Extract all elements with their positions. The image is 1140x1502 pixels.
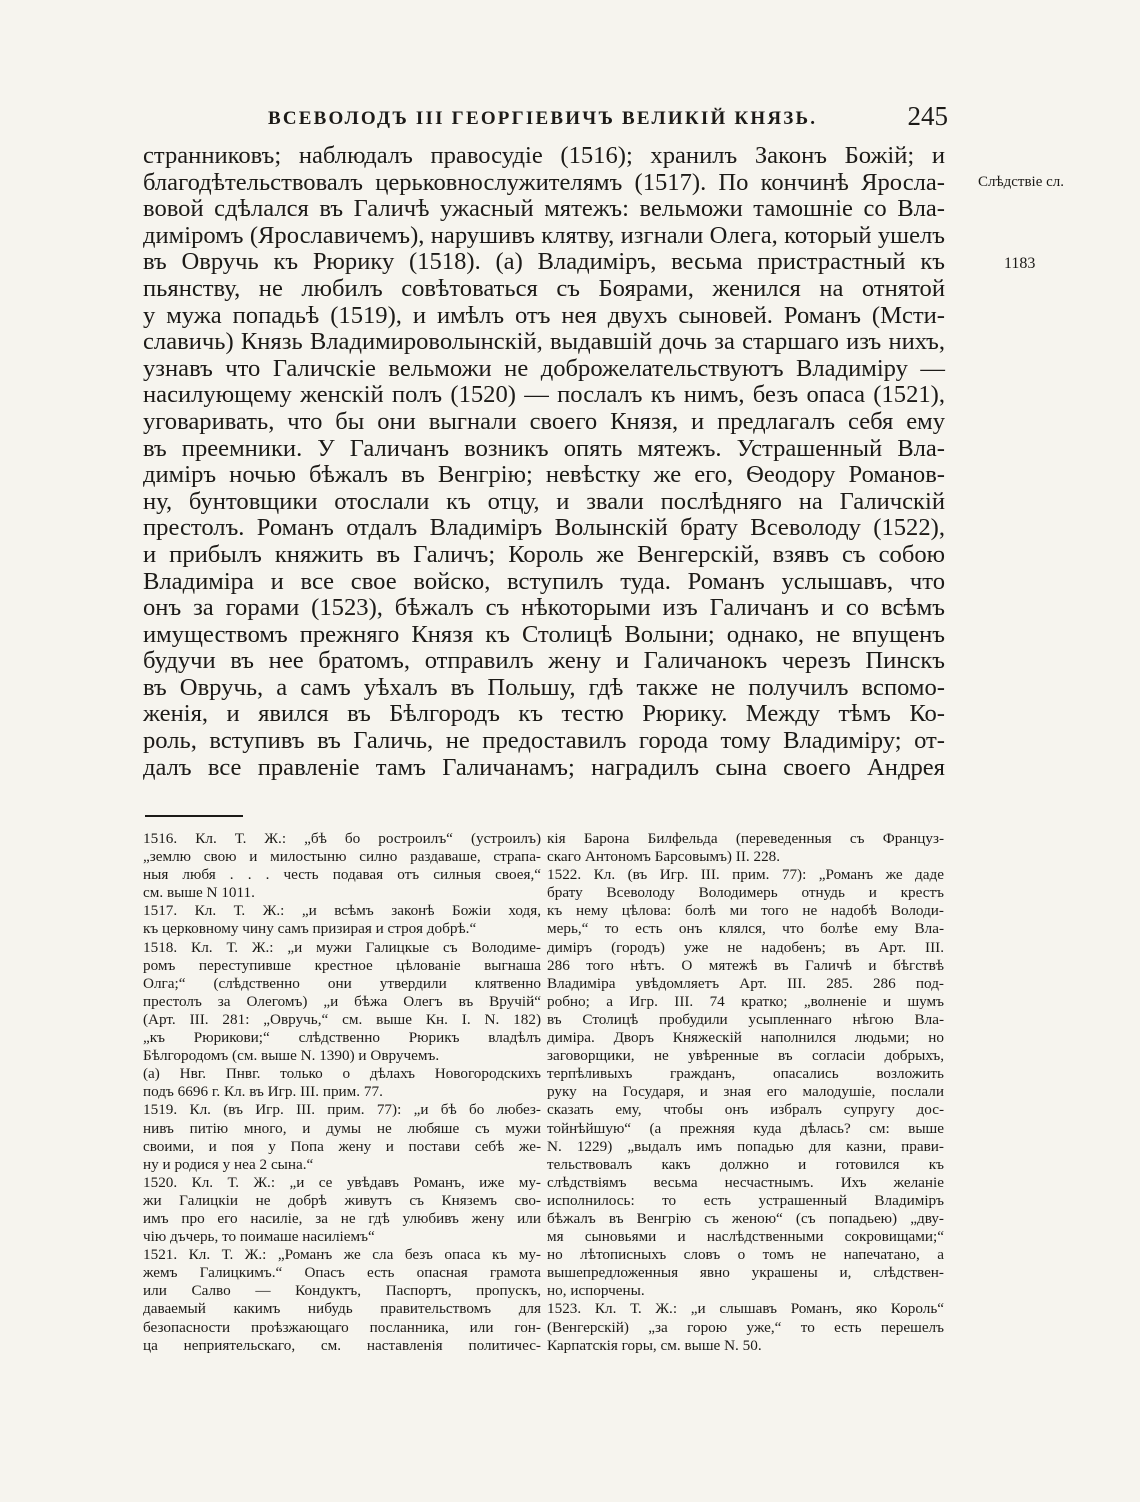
footnote-line: „землю свою и милостыню силно раздаваше, страпа- — [143, 848, 541, 866]
text-line: у мужа попадьѣ (1519), и имѣлъ отъ нея двухъ сыновей. Романъ (Мсти- — [143, 301, 945, 329]
footnote-line: ромъ переступивше крестное цѣлованіе выгнаша — [143, 956, 541, 974]
footnote-line: тойнѣйшую“ (а прежняя куда дѣлась? см: выше — [547, 1119, 944, 1137]
text-line: въ Овручь къ Рюрику (1518). (а) Владиміръ, весьма пристрастный къ — [143, 248, 945, 276]
footnote-line: престолъ за Олегомъ) „и бѣжа Олегъ въ Вручій“ — [143, 992, 541, 1010]
footnote-line: заговорщики, не увѣренные въ согласіи добрыхъ, — [547, 1047, 944, 1065]
footnote-line: (Арт. III. 281: „Овручь,“ см. выше Кн. I. N. 182) — [143, 1010, 541, 1028]
footnote-line: терпѣливыхъ гражданъ, опасались возложить — [547, 1065, 944, 1083]
footnote-line: нивъ питію много, и думы не любяше съ мужи — [143, 1119, 541, 1137]
footnote-line: Олга;“ (слѣдственно они утвердили клятвенно — [143, 974, 541, 992]
footnote-line: 1517. Кл. Т. Ж.: „и всѣмъ законѣ Божіи ходя, — [143, 902, 541, 920]
footnote-line: N. 1229) „выдалъ имъ попадью для казни, прави- — [547, 1137, 944, 1155]
footnote-line: 1518. Кл. Т. Ж.: „и мужи Галицкые съ Володиме- — [143, 938, 541, 956]
footnote-line: имъ про его насиліе, за не гдѣ улюбивъ жену или — [143, 1209, 541, 1227]
text-line: славичь) Князь Владимироволынскій, выдавшій дочь за старшаго изъ нихъ, — [143, 328, 945, 356]
text-line: Владиміра и все свое войско, вступилъ туда. Романъ услышавъ, что — [143, 567, 945, 595]
main-text — [143, 143, 945, 781]
footnote-line: безопасности проѣзжающаго посланника, или гон- — [143, 1318, 541, 1336]
footnote-line: ну и родися у неа 2 сына.“ — [143, 1155, 314, 1173]
footnote-line: „къ Рюрикови;“ слѣдственно Рюрикъ владѣлъ — [143, 1029, 541, 1047]
footnote-line: къ нему цѣлова: болѣ ми того не надобѣ Володи- — [547, 902, 944, 920]
text-line: диміромъ (Ярославичемъ), нарушивъ клятву, изгнали Олега, который ушелъ — [143, 221, 945, 249]
footnote-line: Владиміра увѣдомляетъ Арт. III. 285. 286 под- — [547, 974, 944, 992]
footnote-line: своими, и поя у Попа жену и постави себѣ же- — [143, 1137, 541, 1155]
text-line: далъ все правленіе тамъ Галичанамъ; наградилъ сына своего Андрея — [143, 753, 945, 781]
footnote-line: мя сыновьями и наслѣдственными сокровищами;“ — [547, 1228, 944, 1246]
footnote-line: диміръ (городъ) уже не надобенъ; въ Арт. III. — [547, 938, 944, 956]
text-line: престолъ. Романъ отдалъ Владиміръ Волынскій брату Всеволоду (1522), — [143, 514, 945, 542]
footnote-line: вышепредложенныя явно украшены и, слѣдствен- — [547, 1264, 944, 1282]
footnote-line: скаго Антономъ Барсовымъ) II. 228. — [547, 848, 781, 866]
page-number: 245 — [907, 101, 948, 131]
text-line: въ преемники. У Галичанъ возникъ опять мятежъ. Устрашенный Вла- — [143, 434, 945, 462]
text-line: онъ за горами (1523), бѣжалъ съ нѣкоторыми изъ Галичанъ и со всѣмъ — [143, 594, 945, 622]
margin-note-year: 1183 — [1004, 255, 1036, 272]
footnote-line: брату Всеволоду Володимерь отнудь и крестъ — [547, 884, 944, 902]
footnote-line: 1523. Кл. Т. Ж.: „и слышавъ Романъ, яко Король“ — [547, 1300, 944, 1318]
text-line: пьянству, не любилъ совѣтоваться съ Боярами, женился на отнятой — [143, 274, 945, 302]
text-line: и прибылъ княжить въ Галичъ; Король же Венгерскій, взявъ съ собою — [143, 540, 945, 568]
footnote-line: бѣжалъ въ Венгрію съ женою“ (съ попадьею) „дву- — [547, 1209, 944, 1227]
footnote-line: Карпатскія горы, см. выше N. 50. — [547, 1336, 762, 1354]
footnote-line: или Салво — Кондуктъ, Паспортъ, пропускъ, — [143, 1282, 541, 1300]
footnotes-left-column — [143, 830, 541, 1355]
footnote-line: чію дъчерь, то поимаше насиліемъ“ — [143, 1228, 375, 1246]
text-line: благодѣтельствовалъ церьковнослужителямъ (1517). По кончинѣ Яросла- — [143, 168, 945, 196]
footnote-line: слѣдствіямъ весьма несчастнымъ. Ихъ желаніе — [547, 1173, 944, 1191]
footnote-line: даваемый какимъ нибудь правительствомъ для — [143, 1300, 541, 1318]
footnote-line: жемъ Галицкимъ.“ Опасъ есть опасная грамота — [143, 1264, 541, 1282]
running-title: ВСЕВОЛОДЪ III ГЕОРГІЕВИЧЪ ВЕЛИКІЙ КНЯЗЬ. — [268, 108, 818, 129]
text-line: женія, и явился въ Бѣлгородъ къ тестю Рюрику. Между тѣмъ Ко- — [143, 700, 945, 728]
footnote-line: 1516. Кл. Т. Ж.: „бѣ бо ростроилъ“ (устроилъ) — [143, 830, 541, 847]
text-line: ну, бунтовщики отослали къ отцу, и звали послѣдняго на Галичскій — [143, 487, 945, 515]
footnote-line: робно; а Игр. III. 74 кратко; „волненіе и шумъ — [547, 992, 944, 1010]
footnote-line: 1521. Кл. Т. Ж.: „Романъ же сла безъ опаса къ му- — [143, 1246, 541, 1264]
footnote-line: исполнилось: то есть устрашенный Владиміръ — [547, 1191, 944, 1209]
page-header — [140, 98, 960, 138]
text-line: уговаривать, что бы они выгнали своего Князя, и предлагалъ себя ему — [143, 407, 945, 435]
footnote-line: 1522. Кл. (въ Игр. III. прим. 77): „Романъ же даде — [547, 866, 944, 884]
footnote-line: 1520. Кл. Т. Ж.: „и се увѣдавъ Романъ, иже му- — [143, 1173, 541, 1191]
footnote-line: но лѣтописныхъ словъ о томъ не напечатано, а — [547, 1246, 944, 1264]
footnote-line: жи Галицкіи не добрѣ живутъ съ Княземъ сво- — [143, 1191, 541, 1209]
text-line: диміръ ночью бѣжалъ въ Венгрію; невѣстку же его, Ѳеодору Романов- — [143, 461, 945, 489]
text-line: вовой сдѣлался въ Галичѣ ужасный мятежъ: вельможи тамошніе со Вла- — [143, 195, 945, 223]
footnote-line: ца неприятельскаго, см. наставленія политичес- — [143, 1336, 541, 1354]
footnote-line: тельствовалъ какъ должно и готовился къ — [547, 1155, 944, 1173]
text-line: узнавъ что Галичскіе вельможи не доброжелательствуютъ Владиміру — — [143, 354, 945, 382]
footnote-line: руку на Государя, и зная его малодушіе, послали — [547, 1083, 944, 1101]
footnote-line: кія Барона Билфельда (переведенныя съ Француз- — [547, 830, 944, 847]
footnote-separator — [145, 815, 243, 817]
text-line: будучи въ нее братомъ, отправилъ жену и Галичанокъ черезъ Пинскъ — [143, 647, 945, 675]
footnote-line: въ Столицѣ пробудили усыпленнаго нѣгою Вла- — [547, 1010, 944, 1028]
footnote-line: къ церковному чину самъ призирая и строя добрѣ.“ — [143, 920, 477, 938]
footnote-line: но, испорчены. — [547, 1282, 645, 1300]
text-line: странниковъ; наблюдалъ правосудіе (1516); хранилъ Законъ Божій; и — [143, 142, 945, 169]
text-line: въ Овручь, а самъ уѣхалъ въ Польшу, гдѣ также не получилъ вспомо- — [143, 673, 945, 701]
footnote-line: 1519. Кл. (въ Игр. III. прим. 77): „и бѣ бо любез- — [143, 1101, 541, 1119]
footnote-line: сказать ему, чтобы онъ избралъ супругу дос- — [547, 1101, 944, 1119]
footnote-line: (Венгерскій) „за горою уже,“ то есть перешелъ — [547, 1318, 944, 1336]
footnote-line: (а) Нвг. Пнвг. только о дѣлахъ Новогородскихъ — [143, 1065, 541, 1083]
footnote-line: диміра. Дворъ Княжескій наполнился людьми; но — [547, 1029, 944, 1047]
footnote-line: Бѣлгородомъ (см. выше N. 1390) и Овручемъ. — [143, 1047, 440, 1065]
footnote-line: см. выше N 1011. — [143, 884, 255, 902]
footnote-line: 286 того нѣтъ. О мятежѣ въ Галичѣ и бѣгствѣ — [547, 956, 944, 974]
footnote-line: ныя любя . . . честь подавая отъ силныя своея,“ — [143, 866, 541, 884]
footnote-line: мерь,“ то есть онъ клялся, что болѣе ему Вла- — [547, 920, 944, 938]
text-line: имуществомъ прежняго Князя къ Столицѣ Волыни; однако, не впущенъ — [143, 620, 945, 648]
footnote-line: подъ 6696 г. Кл. въ Игр. III. прим. 77. — [143, 1083, 383, 1101]
margin-note: Слѣдствіе сл. — [978, 174, 1065, 190]
text-line: насилующему женскій полъ (1520) — послалъ къ нимъ, безъ опаса (1521), — [143, 381, 945, 409]
footnotes-right-column — [547, 830, 944, 1355]
text-line: роль, вступивъ въ Галичь, не предоставилъ города тому Владиміру; от- — [143, 727, 945, 755]
